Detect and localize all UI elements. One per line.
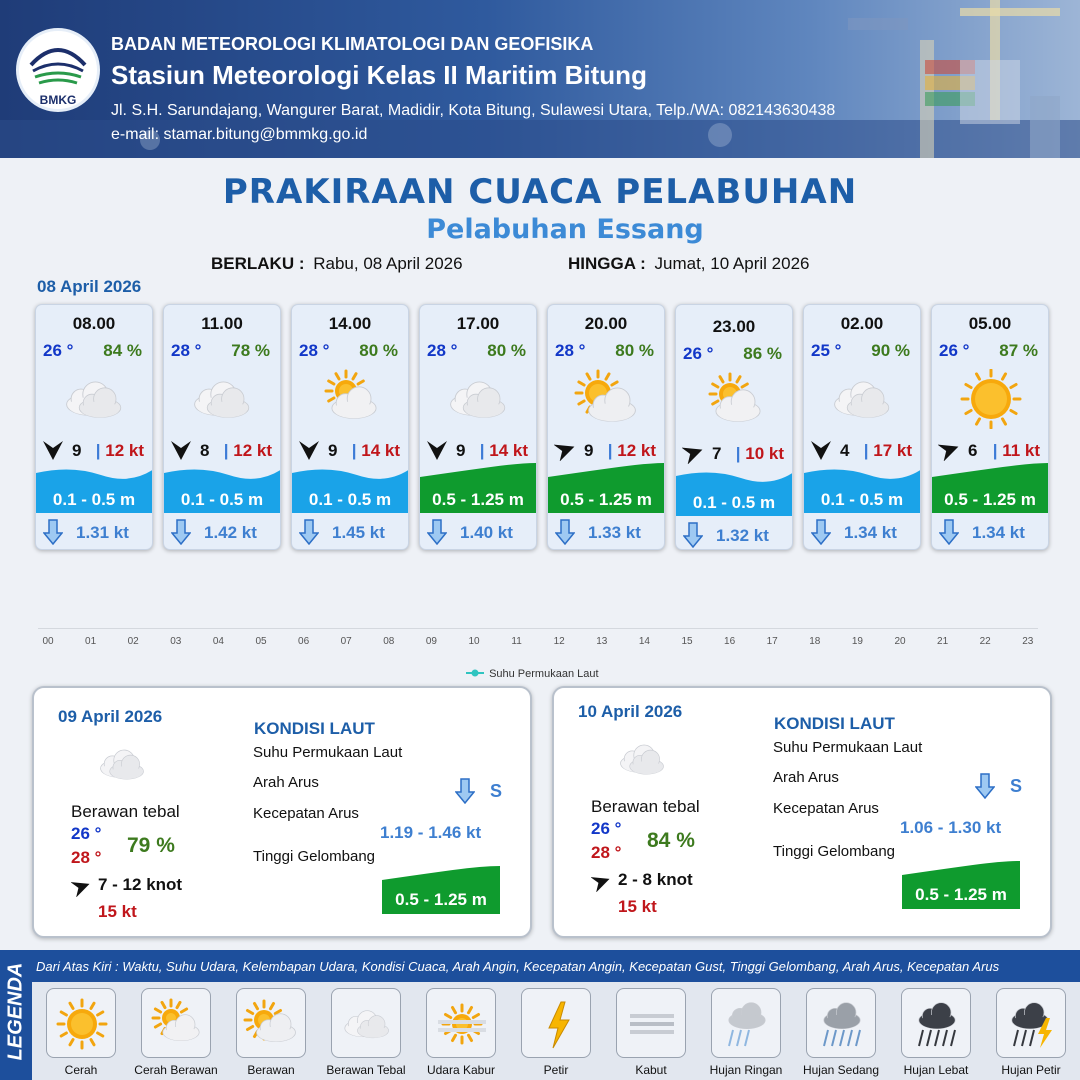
card-time: 08.00 — [72, 314, 116, 333]
card-humidity: 78 % — [231, 341, 270, 360]
forecast-card — [419, 304, 537, 550]
axis-tick-label: 14 — [638, 636, 650, 647]
card-temperature: 25 ° — [811, 341, 842, 360]
card-gust: | 11 kt — [992, 441, 1040, 460]
legend — [0, 950, 1080, 1080]
axis-tick-label: 05 — [255, 636, 267, 647]
header-banner — [0, 0, 1080, 158]
card-temperature: 26 ° — [43, 341, 74, 360]
legend-icons — [32, 982, 1080, 1080]
legend-item-label: Berawan Tebal — [326, 1063, 406, 1077]
axis-tick-label: 21 — [937, 636, 949, 647]
wind-direction-icon — [170, 439, 192, 461]
current-speed-value: 1.06 - 1.30 kt — [900, 818, 1002, 837]
legend-item-label: Cerah — [64, 1063, 98, 1077]
weather-berawan-tebal-icon — [188, 369, 258, 429]
axis-tick-label: 08 — [383, 636, 395, 647]
wind-direction-icon — [938, 439, 960, 461]
panel-humidity: 79 % — [127, 834, 175, 857]
haze-icon — [426, 988, 496, 1058]
card-gust: | 14 kt — [351, 441, 400, 460]
card-temperature: 28 ° — [299, 341, 330, 360]
card-wave-height: 0.1 - 0.5 m — [180, 490, 264, 509]
weather-cerah-berawan-icon — [316, 369, 386, 429]
card-current-speed: 1.34 kt — [844, 523, 897, 542]
card-time: 05.00 — [968, 314, 1012, 333]
card-wind-speed: 9 — [72, 441, 82, 460]
panel-condition: Berawan tebal — [71, 802, 180, 821]
card-gust-value: 14 kt — [361, 441, 400, 460]
axis-tick-label: 17 — [766, 636, 778, 647]
org-name: BADAN METEOROLOGI KLIMATOLOGI DAN GEOFISIKA — [111, 34, 594, 54]
card-time: 14.00 — [328, 314, 372, 333]
legend-item-label: Cerah Berawan — [134, 1063, 218, 1077]
weather-berawan-tebal-icon — [610, 733, 678, 785]
axis-tick-label: 18 — [809, 636, 821, 647]
card-current-speed: 1.42 kt — [204, 523, 257, 542]
current-speed-label: Kecepatan Arus — [253, 805, 359, 822]
card-temperature: 26 ° — [939, 341, 970, 360]
panel-temp-max: 28 ° — [591, 843, 622, 862]
page-subtitle: Pelabuhan Essang — [426, 214, 704, 245]
card-humidity: 80 % — [359, 341, 398, 360]
card-humidity: 84 % — [103, 341, 142, 360]
wave-height-label: Tinggi Gelombang — [773, 843, 896, 860]
card-time: 11.00 — [201, 314, 243, 333]
legend-side — [0, 950, 32, 1080]
axis-tick-label: 01 — [85, 636, 97, 647]
card-gust: | 14 kt — [479, 441, 528, 460]
weather-berawan-tebal-icon — [60, 369, 130, 429]
current-speed-value: 1.19 - 1.46 kt — [380, 823, 482, 842]
weather-berawan-icon — [572, 369, 642, 429]
current-direction-value: S — [490, 781, 503, 801]
sst-legend-marker-icon — [466, 668, 484, 678]
card-wind-speed: 7 — [712, 444, 722, 463]
wind-direction-icon — [682, 442, 704, 464]
axis-tick-label: 10 — [468, 636, 480, 647]
card-gust-value: 11 kt — [1002, 441, 1040, 460]
validity-to-value: Jumat, 10 April 2026 — [654, 254, 810, 273]
wind-direction-icon — [554, 439, 576, 461]
legend-item-label: Kabut — [635, 1063, 667, 1077]
card-time: 17.00 — [456, 314, 500, 333]
card-time: 23.00 — [712, 317, 756, 336]
weather-berawan-tebal-icon — [444, 369, 514, 429]
panel-wind: 7 - 12 knot — [98, 875, 183, 894]
card-wave-height: 0.5 - 1.25 m — [432, 490, 524, 509]
forecast-card — [291, 304, 409, 550]
panel-temp-max: 28 ° — [71, 848, 102, 867]
panel-gust: 15 kt — [98, 902, 137, 921]
page-title: PRAKIRAAN CUACA PELABUHAN — [222, 172, 858, 212]
card-temperature: 28 ° — [171, 341, 202, 360]
fog-icon — [616, 988, 686, 1058]
daily-forecast-panel — [552, 686, 1052, 938]
axis-tick-label: 16 — [724, 636, 736, 647]
card-gust-value: 14 kt — [489, 441, 528, 460]
card-wave-height: 0.1 - 0.5 m — [52, 490, 136, 509]
current-direction-icon — [975, 773, 995, 799]
card-gust: | 17 kt — [863, 441, 912, 460]
axis-tick-label: 15 — [681, 636, 693, 647]
card-temperature: 28 ° — [555, 341, 586, 360]
card-temperature: 28 ° — [427, 341, 458, 360]
card-wave-height: 0.1 - 0.5 m — [820, 490, 904, 509]
axis-tick-label: 12 — [553, 636, 565, 647]
axis-tick-label: 02 — [127, 636, 139, 647]
wind-direction-icon — [426, 439, 448, 461]
card-humidity: 80 % — [615, 341, 654, 360]
axis-tick-label: 11 — [511, 636, 522, 647]
wind-direction-icon — [71, 877, 91, 897]
legend-item-label: Hujan Ringan — [709, 1063, 783, 1077]
panel-date: 09 April 2026 — [58, 707, 163, 726]
current-direction-icon — [683, 522, 703, 548]
sst-legend — [466, 667, 599, 680]
card-gust: | 12 kt — [95, 441, 144, 460]
card-wind-speed: 9 — [328, 441, 338, 460]
current-direction-icon — [43, 519, 63, 545]
card-wind-speed: 6 — [968, 441, 978, 460]
panel-gust: 15 kt — [618, 897, 657, 916]
forecast-card — [547, 304, 665, 550]
card-temperature: 26 ° — [683, 344, 714, 363]
panel-temp-min: 26 ° — [71, 824, 102, 843]
light-rain-icon — [711, 988, 781, 1058]
station-name: Stasiun Meteorologi Kelas II Maritim Bitung — [111, 60, 647, 90]
current-direction-icon — [555, 519, 575, 545]
card-wind-speed: 8 — [200, 441, 210, 460]
forecast-card — [35, 304, 153, 550]
station-email: e-mail: stamar.bitung@bmmkg.go.id — [111, 126, 368, 143]
panel-date: 10 April 2026 — [578, 702, 683, 721]
axis-tick-label: 04 — [212, 636, 224, 647]
sst-label: Suhu Permukaan Laut — [773, 739, 923, 756]
validity-from-label: BERLAKU : — [211, 254, 305, 273]
logo-text: BMKG — [39, 93, 77, 107]
lightning-icon — [521, 988, 591, 1058]
sea-condition-title: KONDISI LAUT — [774, 714, 895, 733]
station-address: Jl. S.H. Sarundajang, Wangurer Barat, Madidir, Kota Bitung, Sulawesi Utara, Telp./WA: 082143630438 — [111, 102, 836, 119]
current-direction-label: Arah Arus — [253, 774, 319, 791]
weather-cerah-icon — [956, 369, 1026, 429]
card-wave-height: 0.1 - 0.5 m — [692, 493, 776, 512]
card-gust-value: 10 kt — [745, 444, 784, 463]
card-humidity: 86 % — [743, 344, 782, 363]
panel-humidity: 84 % — [647, 829, 695, 852]
legend-item-label: Berawan — [247, 1063, 295, 1077]
current-direction-label: Arah Arus — [773, 769, 839, 786]
bmkg-logo — [16, 28, 100, 112]
card-gust: | 12 kt — [607, 441, 656, 460]
sun-cloud-icon — [141, 988, 211, 1058]
card-wind-speed: 9 — [584, 441, 594, 460]
sea-condition-title: KONDISI LAUT — [254, 719, 375, 738]
current-direction-icon — [811, 519, 831, 545]
sun-icon — [46, 988, 116, 1058]
legend-item-label: Petir — [543, 1063, 569, 1077]
panel-condition: Berawan tebal — [591, 797, 700, 816]
current-direction-icon — [455, 778, 475, 804]
axis-line — [38, 628, 1038, 629]
current-speed-label: Kecepatan Arus — [773, 800, 879, 817]
card-wave-height: 0.1 - 0.5 m — [308, 490, 392, 509]
forecast-card — [675, 304, 793, 550]
axis-tick-label: 06 — [298, 636, 310, 647]
wind-direction-icon — [42, 439, 64, 461]
legend-item-label: Udara Kabur — [426, 1063, 496, 1077]
thunderstorm-icon — [996, 988, 1066, 1058]
axis-tick-label: 09 — [425, 636, 437, 647]
validity-to-label: HINGGA : — [568, 254, 646, 273]
card-wind-speed: 4 — [840, 441, 850, 460]
axis-tick-label: 22 — [979, 636, 991, 647]
legend-description: Dari Atas Kiri : Waktu, Suhu Udara, Kelembapan Udara, Kondisi Cuaca, Arah Angin, Kecepatan Angin, Kecepatan Gust, Tinggi Gelombang, Arah Arus, Kecepatan Arus — [36, 959, 1000, 974]
card-current-speed: 1.32 kt — [716, 526, 769, 545]
card-humidity: 80 % — [487, 341, 526, 360]
card-gust-value: 12 kt — [617, 441, 656, 460]
current-direction-icon — [299, 519, 319, 545]
card-wave-height: 0.5 - 1.25 m — [944, 490, 1036, 509]
card-wave-height: 0.5 - 1.25 m — [560, 490, 652, 509]
card-current-speed: 1.31 kt — [76, 523, 129, 542]
cloud-sun-icon — [236, 988, 306, 1058]
validity-from — [211, 254, 463, 274]
axis-tick-label: 20 — [894, 636, 906, 647]
card-gust: | 10 kt — [735, 444, 784, 463]
validity-to — [568, 254, 809, 274]
weather-cerah-berawan-icon — [700, 372, 770, 432]
wind-direction-icon — [810, 439, 832, 461]
forecast-card — [163, 304, 281, 550]
sst-legend-label: Suhu Permukaan Laut — [489, 668, 599, 680]
card-time: 02.00 — [840, 314, 884, 333]
moderate-rain-icon — [806, 988, 876, 1058]
legend-description-bar — [32, 950, 1080, 982]
panel-temp-min: 26 ° — [591, 819, 622, 838]
forecast-card — [931, 304, 1049, 550]
card-gust-value: 12 kt — [233, 441, 272, 460]
wave-height-value: 0.5 - 1.25 m — [915, 885, 1007, 904]
card-gust: | 12 kt — [223, 441, 272, 460]
axis-tick-label: 23 — [1022, 636, 1034, 647]
validity-from-value: Rabu, 08 April 2026 — [313, 254, 463, 273]
legend-title: LEGENDA — [4, 962, 27, 1061]
card-humidity: 87 % — [999, 341, 1038, 360]
day1-date: 08 April 2026 — [37, 277, 142, 296]
axis-tick-label: 13 — [596, 636, 608, 647]
wind-direction-icon — [591, 872, 611, 892]
card-gust-value: 17 kt — [873, 441, 912, 460]
sst-label: Suhu Permukaan Laut — [253, 744, 403, 761]
wave-height-value: 0.5 - 1.25 m — [395, 890, 487, 909]
legend-item-label: Hujan Sedang — [802, 1063, 880, 1077]
axis-tick-label: 03 — [170, 636, 182, 647]
weather-berawan-tebal-icon — [90, 738, 158, 790]
bmkg-emblem-icon — [19, 35, 97, 95]
wind-direction-icon — [298, 439, 320, 461]
current-direction-value: S — [1010, 776, 1023, 796]
card-time: 20.00 — [584, 314, 628, 333]
axis-tick-label: 00 — [42, 636, 54, 647]
panel-wind: 2 - 8 knot — [618, 870, 693, 889]
card-gust-value: 12 kt — [105, 441, 144, 460]
axis-tick-label: 07 — [340, 636, 352, 647]
card-current-speed: 1.45 kt — [332, 523, 385, 542]
current-direction-icon — [939, 519, 959, 545]
weather-berawan-tebal-icon — [828, 369, 898, 429]
forecast-card — [803, 304, 921, 550]
axis-tick-label: 19 — [851, 636, 863, 647]
current-direction-icon — [171, 519, 191, 545]
current-direction-icon — [427, 519, 447, 545]
thick-cloud-icon — [331, 988, 401, 1058]
legend-item-label: Hujan Lebat — [903, 1063, 969, 1077]
card-humidity: 90 % — [871, 341, 910, 360]
daily-forecast-panel — [32, 686, 532, 938]
legend-item-label: Hujan Petir — [1001, 1063, 1061, 1077]
card-wind-speed: 9 — [456, 441, 466, 460]
wave-height-label: Tinggi Gelombang — [253, 848, 376, 865]
card-current-speed: 1.33 kt — [588, 523, 641, 542]
heavy-rain-icon — [901, 988, 971, 1058]
card-current-speed: 1.40 kt — [460, 523, 513, 542]
card-current-speed: 1.34 kt — [972, 523, 1025, 542]
